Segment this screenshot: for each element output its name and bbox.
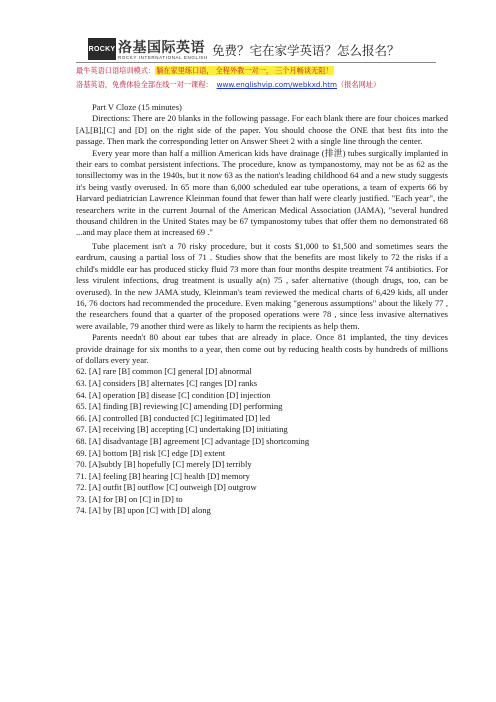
option-item: 72. [A] outfit [B] outflow [C] outweigh [D] outgrow	[76, 482, 257, 493]
promo-line-2	[76, 80, 380, 90]
option-item: 70. [A]subtly [B] hopefully [C] merely [D] terribly	[76, 459, 252, 470]
promo-highlight-3: 三个月畅谈无阻！	[275, 66, 333, 75]
promo-line-1-prefix: 最牛英语口语培训模式：	[76, 66, 156, 75]
signup-link[interactable]: www.englishvip.com/webkxd.htm	[216, 80, 338, 89]
cloze-passage	[76, 102, 448, 517]
passage-paragraph-2: Tube placement isn't a 70 risky procedure, but it costs $1,000 to $1,500 and sometimes sears the eardrum, causing a partial loss of 71 . Studies show that the benefits are most likely to 72 the risks if a child's middle ear has produced sticky fluid 73 more than four months despite treatment 74 antibiotics. For less virulent infections, drug treatment is usually a(n) 75 , safer alternative (though drugs, too, can be overused). In the new JAMA study, Kleinman's team reviewed the medical charts of 6,429 kids, all under 16, 76 doctors had recommended the procedure. Even making "generous assumptions" about the likely 77 , the researchers found that a quarter of the proposed operations were 78 , since less invasive alternatives were available, 79 another third were as likely to harm the recipients as help them.	[76, 240, 448, 331]
option-item: 64. [A] operation [B] disease [C] condition [D] injection	[76, 389, 271, 400]
option-item: 71. [A] feeling [B] hearing [C] health [D] memory	[76, 470, 250, 481]
promo-line-2-suffix: （报名网址）	[337, 80, 381, 89]
promo-line-2-prefix: 洛基英语，免费体验全部在线一对一课程：	[76, 80, 213, 89]
passage-paragraph-3: Parents needn't 80 about ear tubes that are already in place. Once 81 implanted, the tiny devices provide drainage for six months to a year, then come out by reducing health costs by hundreds of millions of dollars every year.	[76, 332, 448, 365]
option-item: 65. [A] finding [B] reviewing [C] amending [D] performing	[76, 401, 283, 412]
section-heading: Part V Cloze (15 minutes)	[92, 102, 182, 112]
logo-mark: ROCKY	[88, 38, 116, 60]
option-item: 66. [A] controlled [B] conducted [C] legitimated [D] led	[76, 412, 271, 423]
option-item: 69. [A] bottom [B] risk [C] edge [D] extent	[76, 447, 226, 458]
option-item: 62. [A] rare [B] common [C] general [D] abnormal	[76, 366, 252, 377]
promo-highlight-2: 全程外教一对一，	[215, 66, 274, 75]
site-header	[88, 36, 448, 64]
directions-paragraph: Directions: There are 20 blanks in the following passage. For each blank there are four choices marked [A],[B],[C] and [D] on the right side of the paper. You should choose the ONE that best fits into the passage. Then mark the corresponding letter on Answer Sheet 2 with a single line through the center.	[76, 113, 448, 147]
passage-paragraph-1: Every year more than half a million American kids have drainage (排泄) tubes surgically implanted in their ears to combat persistent infections. The procedure, know as tympanostomy, may not be as 62 as the tonsillectomy was in the 1940s, but it now 63 as the nation's leading childhood 64 and a new study suggests it's being vastly overused. In 65 more than 6,000 scheduled ear tube operations, a team of experts 66 by Harvard pediatrician Lawrence Kleinman found that fewer than half were clearly justified. "Each year", the researchers write in the current Journal of the American Medical Association (JAMA), "several hundred thousand children in the United States may be 67 tympanostomy tubes that offer them no demonstrated 68 ...and may place them at increased 69 ."	[76, 147, 448, 238]
logo-english-name: ROCKY INTERNATIONAL ENGLISH	[118, 55, 208, 60]
option-item: 67. [A] receiving [B] accepting [C] undertaking [D] initiating	[76, 424, 288, 435]
option-item: 73. [A] for [B] on [C] in [D] to	[76, 493, 183, 504]
header-slogan: 免费？宅在家学英语？怎么报名？	[212, 43, 400, 58]
option-item: 63. [A] considers [B] alternates [C] ranges [D] ranks	[76, 377, 258, 388]
option-item: 74. [A] by [B] upon [C] with [D] along	[76, 505, 211, 516]
option-item: 68. [A] disadvantage [B] agreement [C] advantage [D] shortcoming	[76, 435, 310, 446]
logo-chinese-name: 洛基国际英语	[118, 40, 205, 56]
answer-options-list	[76, 366, 448, 517]
header-divider	[76, 62, 436, 63]
promo-highlight-1: 躺在家里练口语，	[156, 66, 214, 75]
promo-line-1	[76, 66, 334, 76]
